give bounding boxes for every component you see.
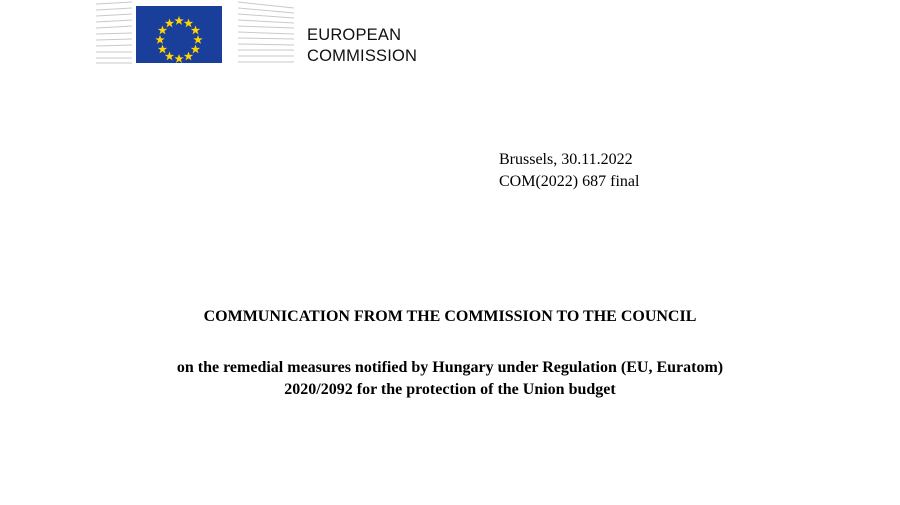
organisation-name bbox=[307, 25, 417, 67]
document-title: COMMUNICATION FROM THE COMMISSION TO THE COUNCIL bbox=[203, 308, 697, 325]
document-subtitle bbox=[0, 357, 900, 401]
place-and-date: Brussels, 30.11.2022 bbox=[499, 151, 633, 168]
document-subtitle-line-1: on the remedial measures notified by Hungary under Regulation (EU, Euratom) bbox=[176, 359, 724, 376]
organisation-name-line-1: EUROPEAN bbox=[307, 26, 402, 44]
document-reference: COM(2022) 687 final bbox=[499, 173, 640, 190]
organisation-name-line-2: COMMISSION bbox=[307, 47, 418, 65]
document-subtitle-line-2: 2020/2092 for the protection of the Union budget bbox=[284, 381, 616, 398]
document-meta bbox=[499, 149, 639, 193]
european-commission-logo bbox=[96, 0, 296, 66]
eu-flag-with-building-lines-icon bbox=[96, 0, 296, 66]
